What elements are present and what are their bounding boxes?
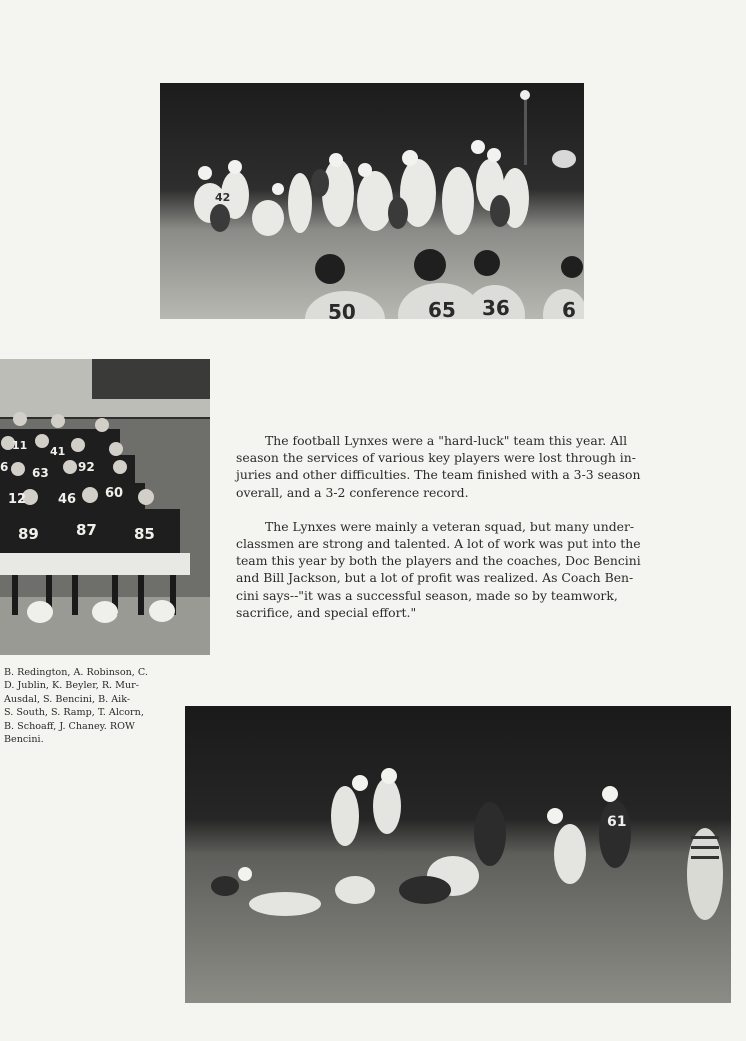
text-line: cini says--"it was a successful season, made so by teamwork,: [236, 587, 618, 603]
jersey-number: 12: [8, 492, 27, 507]
team-group-photo: [0, 359, 210, 655]
caption-line: Ausdal, S. Bencini, B. Aik-: [4, 693, 131, 705]
jersey-number: 87: [76, 521, 97, 539]
jersey-number: 60: [105, 486, 124, 501]
caption-line: S. South, S. Ramp, T. Alcorn,: [4, 707, 144, 719]
text-line: team this year by both the players and the coaches, Doc Bencini: [236, 553, 641, 569]
text-line: juries and other difficulties. The team finished with a 3-3 season: [236, 467, 641, 483]
football-action-photo-top: [160, 83, 584, 319]
football-action-photo-bottom: [185, 706, 731, 1003]
jersey-number: 85: [134, 525, 155, 543]
text-line: classmen are strong and talented. A lot of work was put into the: [236, 536, 641, 552]
jersey-number: 42: [215, 191, 231, 204]
jersey-number: 63: [32, 466, 49, 480]
text-line: The Lynxes were mainly a veteran squad, but many under-: [265, 518, 635, 534]
text-line: sacrifice, and special effort.": [236, 604, 417, 620]
jersey-number: 11: [12, 439, 28, 452]
jersey-number: 89: [18, 525, 39, 543]
caption-line: B. Schoaff, J. Chaney. ROW: [4, 720, 135, 732]
jersey-number: 36: [482, 296, 510, 319]
caption-line: B. Redington, A. Robinson, C.: [4, 667, 148, 678]
article-paragraph-2: [236, 518, 682, 621]
text-line: and Bill Jackson, but a lot of profit was realized. As Coach Ben-: [236, 570, 634, 586]
jersey-number: 61: [607, 814, 627, 830]
jersey-number: 50: [328, 300, 356, 319]
jersey-number: 6: [562, 298, 576, 319]
text-line: overall, and a 3-2 conference record.: [236, 484, 469, 500]
jersey-number: 46: [58, 492, 77, 507]
article-body: [236, 432, 682, 638]
article-paragraph-1: [236, 432, 682, 501]
jersey-number: 41: [50, 445, 66, 458]
caption-line: Bencini.: [4, 734, 44, 746]
jersey-number: 92: [78, 460, 95, 474]
text-line: season the services of various key players were lost through in-: [236, 450, 636, 466]
caption-line: D. Jublin, K. Beyler, R. Mur-: [4, 680, 139, 692]
jersey-number: 65: [428, 298, 456, 319]
text-line: The football Lynxes were a "hard-luck" team this year. All: [265, 433, 628, 448]
jersey-number: 6: [0, 460, 9, 474]
team-photo-caption: [4, 666, 166, 746]
